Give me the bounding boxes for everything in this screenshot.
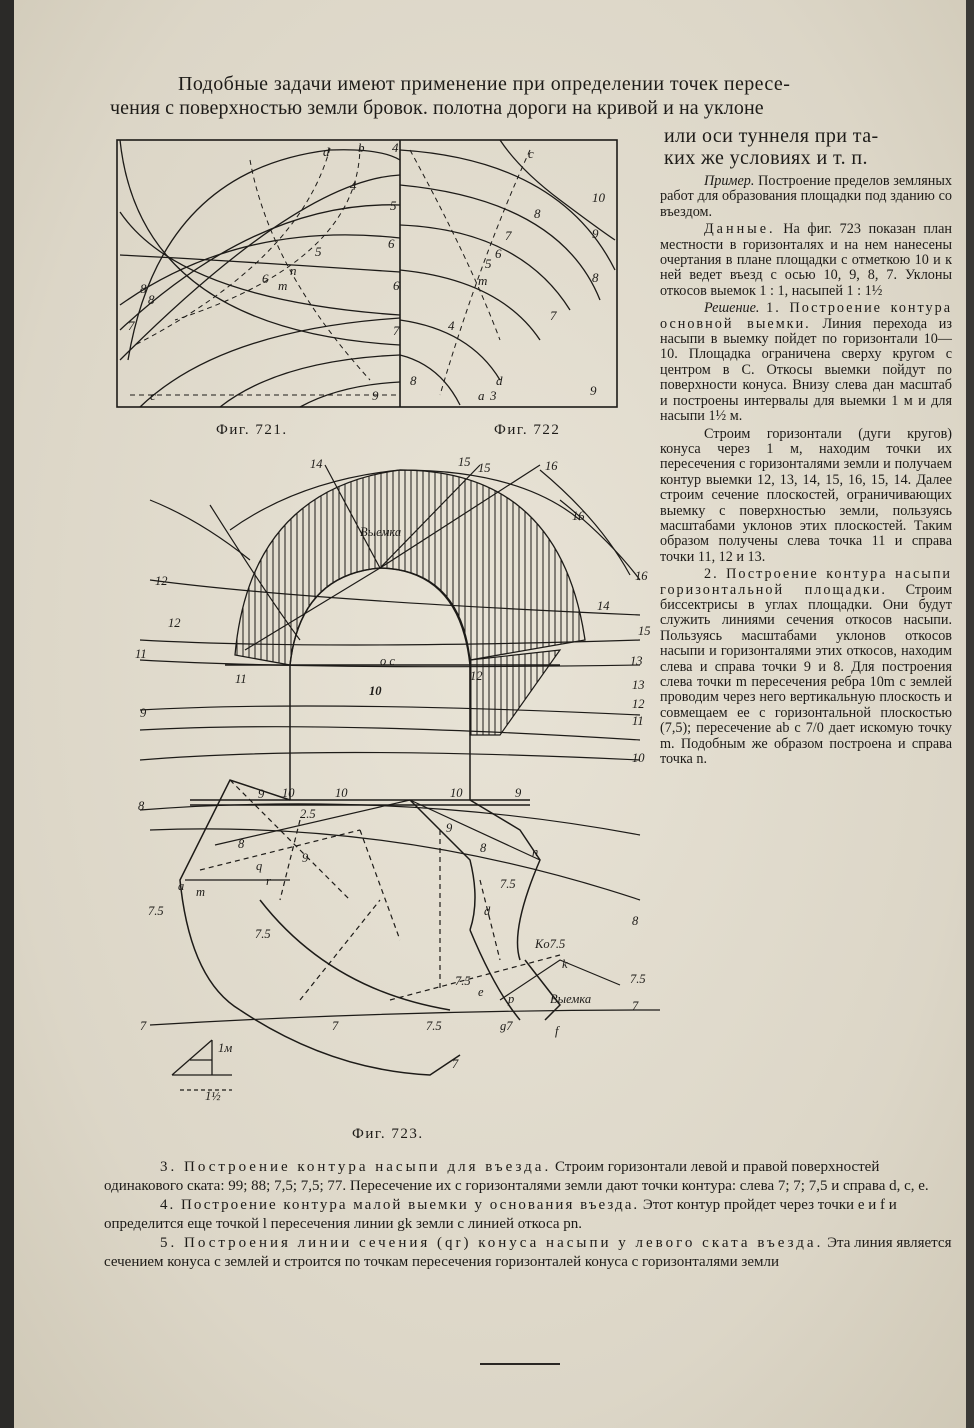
fig723-label-75b: 7.5 [148, 904, 164, 918]
fig723-label-12b: 12 [155, 574, 168, 588]
fig721-label-n: n [290, 263, 297, 278]
fig723-label-d: d [484, 904, 491, 918]
fig721-label-9: 9 [372, 388, 379, 403]
step4-title: 4. Построение контура малой выемки у основания въезда. [160, 1197, 640, 1213]
fig723-label-8: 8 [138, 799, 145, 813]
intro-line-1: Подобные задачи имеют применение при определении точек пересе- [178, 73, 791, 95]
fig723-label-9d: 9 [446, 821, 453, 835]
fig722-label-3: 3 [490, 388, 497, 403]
step4-text: Этот контур пройдет через точки e и f и определится еще точкой l пересечения линии gk земли с линией откоса pn. [104, 1197, 897, 1232]
fig723-label-g: g7 [500, 1019, 513, 1033]
fig722-label-8b: 8 [534, 206, 541, 221]
fig723-label-1half: 1½ [205, 1089, 221, 1103]
fig722-label-a: a [478, 388, 485, 403]
fig723-label-7d: 7 [332, 1019, 339, 1033]
fig723-label-15: 15 [458, 455, 471, 469]
fig723-label-r: r [266, 874, 271, 888]
step3-text: Строим горизонтали левой и правой поверхностей одинакового ската: 99; 88; 7,5; 7,5; 77. Пересечение их с горизонталями земли дают точки контура: слева 7; 7; 7,5 и справа d, c, e. [104, 1159, 929, 1194]
fig722-label-d: d [496, 373, 503, 388]
intro-line-2: чения с поверхностью земли бровок. полотна дороги на кривой и на уклоне [110, 97, 764, 119]
fig721-label-c: c [150, 388, 156, 403]
fig723-label-f: f [555, 1024, 559, 1038]
primer-text: Построение пределов земляных работ для образования площадки под зданию со въездом. [660, 173, 952, 220]
fig723-label-10: 10 [632, 751, 645, 765]
fig723-label-14b: 14 [597, 599, 610, 613]
caption-fig-721: Фиг. 721. [216, 422, 288, 438]
fig721-label-8b: 8 [148, 292, 155, 307]
fig723-label-1m: 1м [218, 1041, 233, 1055]
fig721-label-4b: 4 [350, 178, 357, 193]
fig723-label-12d: 12 [470, 669, 483, 683]
fig721-label-8: 8 [140, 281, 147, 296]
intro-line-3: или оси туннеля при та- [664, 125, 879, 147]
fig721-label-6: 6 [388, 236, 395, 251]
fig723-label-a: a [178, 879, 185, 893]
fig721-label-6c: 6 [262, 271, 269, 286]
fig723-label-11: 11 [632, 714, 644, 728]
right-column [660, 174, 952, 767]
fig723-label-11b: 11 [135, 647, 147, 661]
fig723-label-9e: 9 [302, 851, 309, 865]
fig723-label-15c: 15 [638, 624, 651, 638]
fig721-label-7b: 7 [128, 318, 135, 333]
end-rule [480, 1363, 560, 1365]
fig723-label-9b: 9 [258, 787, 265, 801]
caption-fig-723: Фиг. 723. [352, 1126, 424, 1142]
reshenie-paragraph [660, 301, 952, 424]
fig721-label-b: b [358, 140, 365, 155]
fig722-label-6: 6 [495, 246, 502, 261]
fig722-label-4: 4 [448, 318, 455, 333]
fig721-label-d: d [323, 144, 330, 159]
fig723-label-8d: 8 [480, 841, 487, 855]
fig722-label-9: 9 [592, 226, 599, 241]
fig721-label-5b: 5 [315, 244, 322, 259]
fig722-label-8c: 8 [410, 373, 417, 388]
fig723-label-vyemka: Выемка [360, 525, 402, 539]
fig722-label-5: 5 [485, 256, 492, 271]
fig721-label-m: m [278, 278, 288, 293]
fig723-label-13: 13 [630, 654, 643, 668]
fig723-label-7: 7 [140, 1019, 147, 1033]
fig723-label-8b: 8 [632, 914, 639, 928]
fig723-label-oc: o c [380, 654, 395, 668]
fig723-label-16c: 16 [635, 569, 648, 583]
fig723-label-7b: 7 [632, 999, 639, 1013]
step2-paragraph [660, 567, 952, 767]
step1-text-2: Строим горизонтали (дуги кругов) конуса через 1 м, находим точки их пересечения с горизонталями земли и получаем контур выемки 12, 13, 14, 15, 16, 15, 14. Далее строим сечение плоскостей, ограничивающих выемку с поверхностью земли, пользуясь масштабами уклонов этих плоскостей. Таким образом получены слева точка 11 и справа точки 11, 12 и 13. [660, 425, 952, 565]
intro-line-4: ких же условиях и т. п. [664, 147, 868, 169]
step3-paragraph [104, 1158, 952, 1196]
fig723-label-13b: 13 [632, 678, 645, 692]
step4-paragraph [104, 1196, 952, 1234]
primer-paragraph [660, 174, 952, 220]
fig723-label-ko75: Ko7.5 [535, 937, 566, 951]
fig722-label-m: m [478, 273, 488, 288]
fig723-label-15b: 15 [478, 461, 491, 475]
fig723-label-8c: 8 [238, 837, 245, 851]
fig723-label-vyemka-small: Выемка [550, 992, 592, 1006]
fig723-label-75d: 7.5 [500, 877, 516, 891]
bottom-text [104, 1158, 952, 1272]
step1-text: Линия перехода из насыпи в выемку пойдет по горизонтали 10—10. Площадка ограничена сверху кругом с центром в C. Откосы выемки пойдут по поверхности конуса. Внизу слева дан масштаб и построены интервалы для выемки 1 м и для насыпи 1½ м. [660, 315, 952, 425]
step2-text: Строим биссектрисы в углах площадки. Они будут служить линиями сечения откосов насыпи. Пользуясь масштабами уклонов откосов насыпи и горизонталями этих откосов, находим слева и справа точки 9 и 8. Для построения слева точки m пересечения ребра 10m с землей проводим через него вертикальную плоскость и совмещаем ее с горизонтальной плоскостью (7,5); пересечение ab с 7/0 дает искомую точку m. Подобным же образом построена и справа точка n. [660, 581, 952, 768]
fig721-label-6b: 6 [393, 278, 400, 293]
fig723-label-75c: 7.5 [255, 927, 271, 941]
fig723-label-q: q [256, 859, 263, 873]
step1-paragraph-2 [660, 427, 952, 566]
fig723-label-75e: 7.5 [455, 974, 471, 988]
fig723-label-9: 9 [140, 706, 147, 720]
primer-label: Пример. [704, 173, 755, 189]
fig723-label-16b: 16 [572, 509, 585, 523]
fig722-label-10: 10 [592, 190, 605, 205]
step5-paragraph [104, 1234, 952, 1272]
fig723-label-n: n [532, 845, 539, 859]
fig723-label-75f: 7.5 [426, 1019, 442, 1033]
fig723-label-16: 16 [545, 459, 558, 473]
fig723-label-10c: 10 [335, 786, 348, 800]
fig723-label-k: k [562, 957, 568, 971]
fig723-label-10b: 10 [282, 786, 295, 800]
fig723-label-10-circle: 10 [369, 684, 382, 698]
dannye-paragraph [660, 222, 952, 299]
step5-text: Эта линия является сечением конуса с землей и строится по точкам пересечения горизонталей конуса с горизонталями земли [104, 1235, 952, 1270]
step2-title: 2. Построение контура насыпи горизонтальной площадки. [660, 566, 952, 598]
fig723-label-11c: 11 [235, 672, 247, 686]
fig721-label-7: 7 [393, 323, 400, 338]
fig723-label-25: 2.5 [300, 807, 316, 821]
fig723-label-m: m [196, 885, 206, 899]
caption-fig-722: Фиг. 722 [494, 422, 561, 438]
step1-title: 1. Построение контура основной выемки. [660, 300, 952, 332]
fig723-label-p: p [508, 992, 515, 1006]
fig722-label-9b: 9 [590, 383, 597, 398]
fig722-label-c: c [528, 146, 534, 161]
reshenie-label: Решение. [704, 300, 760, 317]
fig723-label-9c: 9 [515, 786, 522, 800]
fig723-label-12c: 12 [168, 616, 181, 630]
fig723-label-10d: 10 [450, 786, 463, 800]
fig723-label-e: e [478, 985, 484, 999]
fig722-label-7: 7 [550, 308, 557, 323]
fig721-label-4: 4 [392, 140, 399, 155]
fig723-label-7c: 7 [452, 1057, 459, 1071]
fig723-label-75: 7.5 [630, 972, 646, 986]
step5-title: 5. Построения линии сечения (qr) конуса насыпи у левого ската въезда. [160, 1235, 824, 1251]
step3-title: 3. Построение контура насыпи для въезда. [160, 1159, 552, 1175]
dannye-text: На фиг. 723 показан план местности в горизонталях и на нем нанесены очертания в плане площадки с отметкою 10 и к ней ведет въезд с осью 10, 9, 8, 7. Уклоны откосов выемок 1 : 1, насыпей 1 : 1½ [660, 221, 952, 299]
fig722-label-8: 8 [592, 270, 599, 285]
fig723-label-12: 12 [632, 697, 645, 711]
fig722-label-7b: 7 [505, 228, 512, 243]
fig721-label-5: 5 [390, 198, 397, 213]
dannye-label: Данные. [704, 221, 776, 238]
fig723-label-14: 14 [310, 457, 323, 471]
